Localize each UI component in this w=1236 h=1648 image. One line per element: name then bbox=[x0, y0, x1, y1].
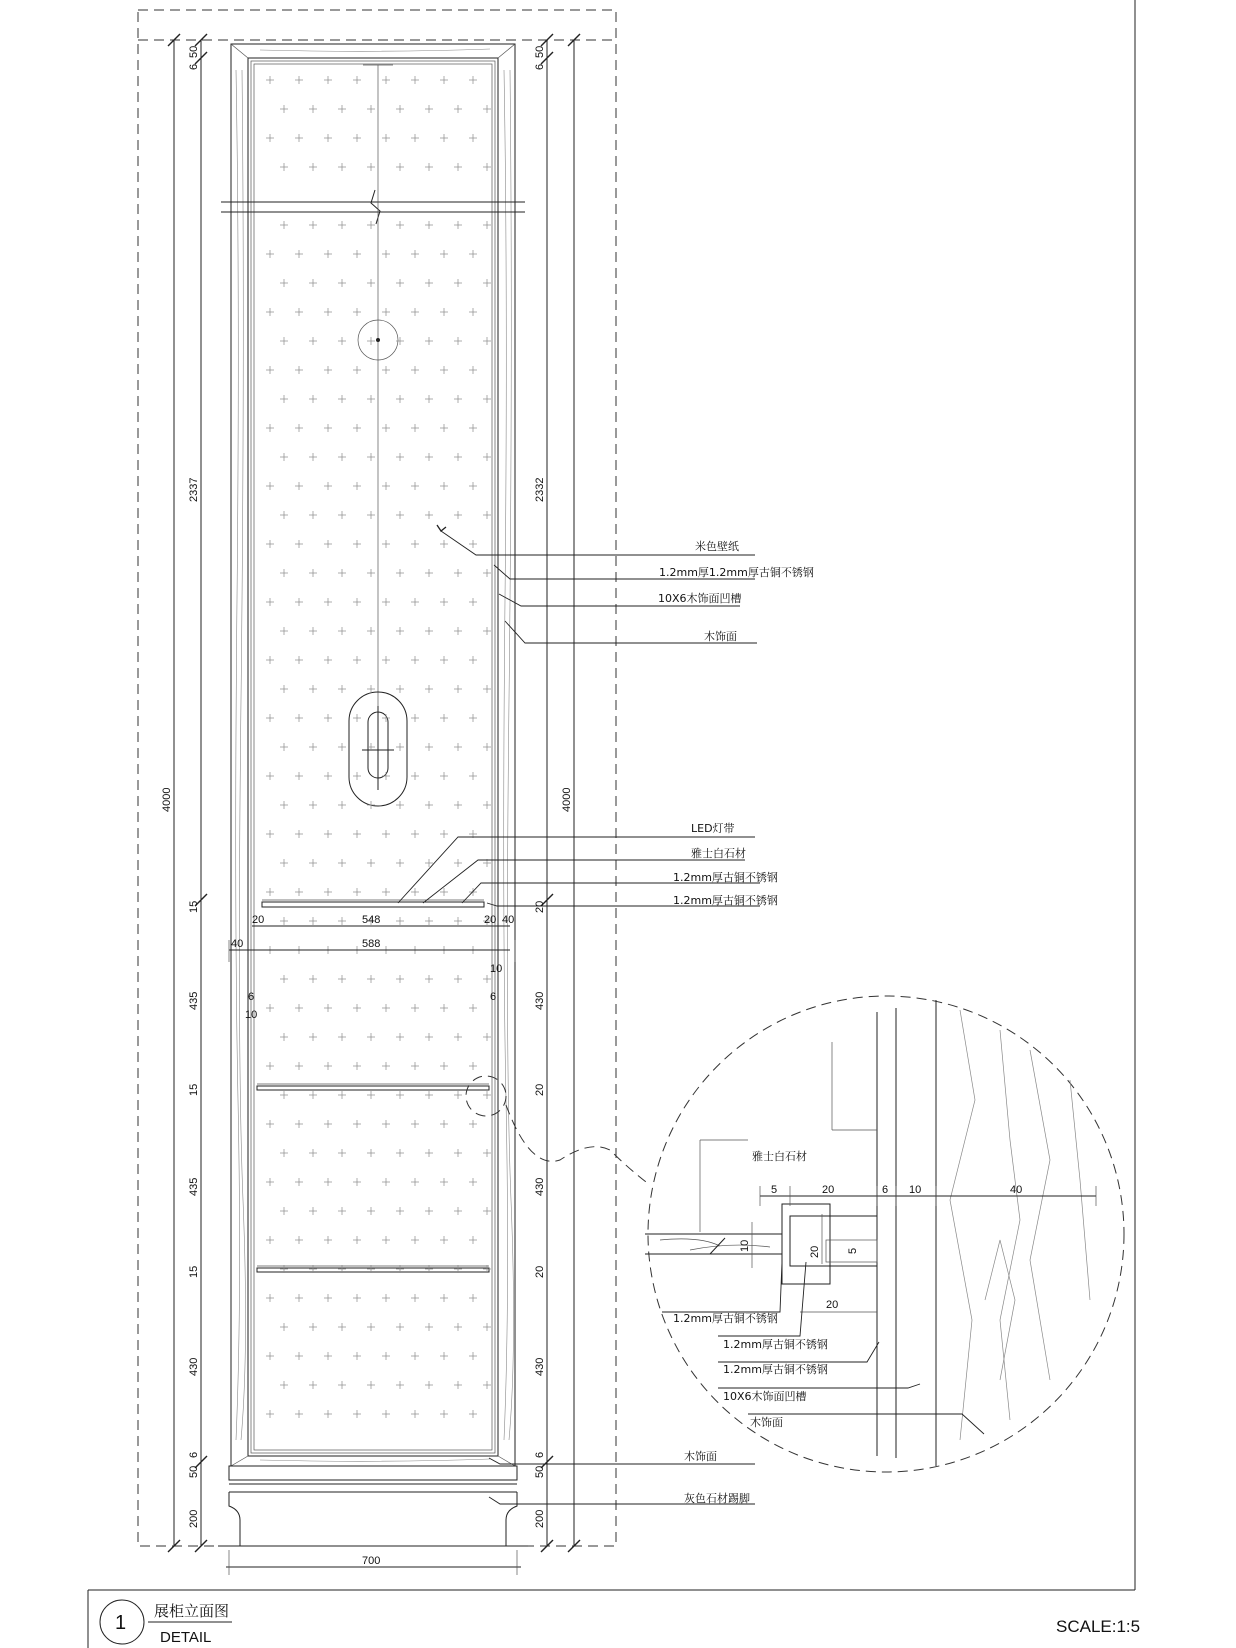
dim-right-50-top: 50 bbox=[534, 45, 546, 58]
dim-left-50-top: 50 bbox=[188, 45, 200, 58]
callout-wood-veneer: 木饰面 bbox=[704, 630, 737, 643]
dim-right-total: 4000 bbox=[561, 787, 573, 812]
detail-callout-marble: 雅士白石材 bbox=[752, 1150, 807, 1163]
dim-right-20-a: 20 bbox=[534, 900, 546, 913]
dim-small-10-right: 10 bbox=[490, 963, 503, 975]
detail-callout-wood-veneer: 木饰面 bbox=[750, 1416, 783, 1429]
dim-h-588: 588 bbox=[362, 938, 381, 950]
callout-led-strip: LED灯带 bbox=[691, 822, 735, 835]
dim-h-40-left: 40 bbox=[231, 938, 244, 950]
horizontal-dimensions bbox=[226, 926, 521, 1575]
cabinet-body bbox=[218, 44, 528, 1546]
detail-link bbox=[466, 1076, 650, 1185]
detail-dim-20-vertical: 20 bbox=[809, 1245, 821, 1258]
dim-h-40-right: 40 bbox=[502, 914, 515, 926]
dim-small-10-left: 10 bbox=[245, 1009, 258, 1021]
dim-h-700: 700 bbox=[362, 1555, 381, 1567]
drawing-scale: SCALE:1:5 bbox=[1056, 1617, 1141, 1636]
detail-dim-5: 5 bbox=[771, 1184, 778, 1196]
detail-callout-bronze-steel-3: 1.2mm厚古铜不锈钢 bbox=[723, 1363, 828, 1376]
sheet-frame bbox=[88, 0, 1135, 1648]
dim-left-435-b: 435 bbox=[188, 1177, 200, 1196]
dim-right-20-b: 20 bbox=[534, 1083, 546, 1096]
detail-dim-10-vertical: 10 bbox=[739, 1239, 751, 1252]
dimension-rails bbox=[168, 34, 580, 1552]
callout-wood-groove: 10X6木饰面凹槽 bbox=[658, 592, 742, 605]
dim-left-200: 200 bbox=[188, 1509, 200, 1528]
dim-left-15-c: 15 bbox=[188, 1265, 200, 1278]
dim-right-6-bottom: 6 bbox=[534, 1451, 546, 1458]
dim-right-430-a: 430 bbox=[534, 991, 546, 1010]
dim-right-20-c: 20 bbox=[534, 1265, 546, 1278]
dim-left-15-b: 15 bbox=[188, 1083, 200, 1096]
dim-right-50-bottom: 50 bbox=[534, 1465, 546, 1478]
leader-lines bbox=[398, 525, 760, 1504]
drawing-subtitle: DETAIL bbox=[160, 1629, 212, 1646]
dim-left-total: 4000 bbox=[161, 787, 173, 812]
callout-grey-stone-skirting: 灰色石材踢脚 bbox=[684, 1492, 750, 1505]
callout-bronze-steel-1: 1.2mm厚1.2mm厚古铜不锈钢 bbox=[659, 566, 814, 579]
detail-callout-bronze-steel-1: 1.2mm厚古铜不锈钢 bbox=[673, 1312, 778, 1325]
dim-left-6-top: 6 bbox=[188, 63, 200, 70]
detail-dim-10: 10 bbox=[909, 1184, 922, 1196]
dim-left-15-a: 15 bbox=[188, 900, 200, 913]
detail-dim-5-vertical: 5 bbox=[847, 1247, 859, 1254]
dim-left-50-bottom: 50 bbox=[188, 1465, 200, 1478]
dim-h-20-left: 20 bbox=[252, 914, 265, 926]
detail-dim-6: 6 bbox=[882, 1184, 889, 1196]
detail-circle bbox=[645, 996, 1124, 1472]
dim-h-20-right: 20 bbox=[484, 914, 497, 926]
callout-marble: 雅士白石材 bbox=[691, 847, 746, 860]
callout-wallpaper: 米色壁纸 bbox=[695, 540, 739, 553]
callout-wood-veneer-base: 木饰面 bbox=[684, 1450, 717, 1463]
dim-left-6-bottom: 6 bbox=[188, 1451, 200, 1458]
detail-dim-20: 20 bbox=[822, 1184, 835, 1196]
dim-left-435-a: 435 bbox=[188, 991, 200, 1010]
drawing-number: 1 bbox=[115, 1612, 127, 1634]
dim-small-6-right: 6 bbox=[490, 991, 497, 1003]
dim-right-430-b: 430 bbox=[534, 1177, 546, 1196]
drawing-title: 展柜立面图 bbox=[154, 1602, 230, 1620]
dim-right-200: 200 bbox=[534, 1509, 546, 1528]
dim-left-430: 430 bbox=[188, 1357, 200, 1376]
dim-left-2337: 2337 bbox=[188, 477, 200, 502]
detail-dim-40: 40 bbox=[1010, 1184, 1023, 1196]
dim-h-548: 548 bbox=[362, 914, 381, 926]
callout-bronze-steel-2: 1.2mm厚古铜不锈钢 bbox=[673, 871, 778, 884]
detail-callout-bronze-steel-2: 1.2mm厚古铜不锈钢 bbox=[723, 1338, 828, 1351]
dim-right-6-top: 6 bbox=[534, 63, 546, 70]
detail-callout-wood-groove: 10X6木饰面凹槽 bbox=[723, 1390, 807, 1403]
detail-dim-20-bottom: 20 bbox=[826, 1299, 839, 1311]
dim-small-6-left: 6 bbox=[248, 991, 255, 1003]
dim-right-2332: 2332 bbox=[534, 477, 546, 502]
dim-right-430-c: 430 bbox=[534, 1357, 546, 1376]
callout-bronze-steel-3: 1.2mm厚古铜不锈钢 bbox=[673, 894, 778, 907]
